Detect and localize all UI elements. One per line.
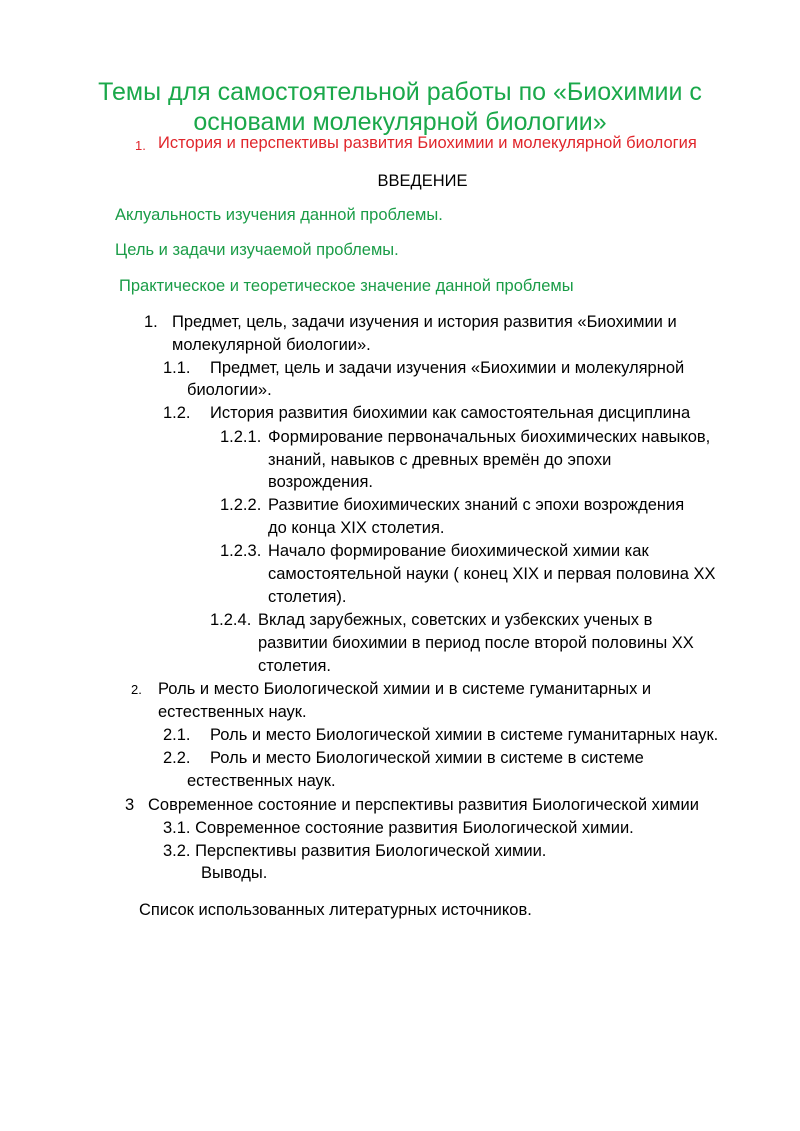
intro-item-goals: Цель и задачи изучаемой проблемы. <box>115 241 399 259</box>
introduction-heading: ВВЕДЕНИЕ <box>377 172 468 190</box>
section-2-2-number: 2.2. <box>163 749 191 767</box>
intro-item-significance: Практическое и теоретическое значение данной проблемы <box>119 277 574 295</box>
topic-title: История и перспективы развития Биохимии и молекулярной биология <box>158 134 697 152</box>
section-1-2-3-line-2: самостоятельной науки ( конец XIX и первая половина XX <box>268 565 716 583</box>
section-1-2-line-1: История развития биохимии как самостоятельная дисциплина <box>210 404 691 422</box>
section-1-2-3-number: 1.2.3. <box>220 542 262 560</box>
section-1-line-2: молекулярной биологии». <box>172 336 371 354</box>
section-2-2-line-2: естественных наук. <box>187 772 336 790</box>
section-3-number: 3 <box>125 796 135 814</box>
references: Список использованных литературных источников. <box>139 901 532 919</box>
section-1-2-4-number: 1.2.4. <box>210 611 252 629</box>
section-1-1-number: 1.1. <box>163 359 191 377</box>
section-3-line-1: Современное состояние и перспективы развития Биологической химии <box>148 796 699 814</box>
section-2-2-line-1: Роль и место Биологической химии в системе в системе <box>210 749 644 767</box>
section-2-1-number: 2.1. <box>163 726 191 744</box>
section-1-2-4-line-2: развитии биохимии в период после второй половины XX <box>258 634 694 652</box>
section-1-2-3-line-1: Начало формирование биохимической химии как <box>268 542 649 560</box>
section-2-1-line-1: Роль и место Биологической химии в системе гуманитарных наук. <box>210 726 719 744</box>
section-3-1: 3.1. Современное состояние развития Биологической химии. <box>163 819 634 837</box>
section-1-number: 1. <box>144 313 158 331</box>
section-1-2-2-line-2: до конца XIX столетия. <box>268 519 445 537</box>
section-3-2: 3.2. Перспективы развития Биологической химии. <box>163 842 547 860</box>
section-2-number: 2. <box>131 682 142 697</box>
section-1-2-number: 1.2. <box>163 404 191 422</box>
section-1-2-2-number: 1.2.2. <box>220 496 262 514</box>
section-1-2-1-line-2: знаний, навыков с древных времён до эпохи <box>268 451 612 469</box>
document-title-line-2: основами молекулярной биологии» <box>193 108 607 136</box>
section-1-line-1: Предмет, цель, задачи изучения и история развития «Биохимии и <box>172 313 677 331</box>
section-1-2-3-line-3: столетия). <box>268 588 347 606</box>
section-1-2-1-line-3: возрождения. <box>268 473 373 491</box>
section-1-2-4-line-3: столетия. <box>258 657 331 675</box>
section-2-line-2: естественных наук. <box>158 703 307 721</box>
section-1-2-2-line-1: Развитие биохимических знаний с эпохи возрождения <box>268 496 685 514</box>
section-2-line-1: Роль и место Биологической химии и в системе гуманитарных и <box>158 680 652 698</box>
intro-item-relevance: Аклуальность изучения данной проблемы. <box>115 206 443 224</box>
section-1-1-line-1: Предмет, цель и задачи изучения «Биохимии и молекулярной <box>210 359 685 377</box>
section-1-2-1-line-1: Формирование первоначальных биохимических навыков, <box>268 428 711 446</box>
document-title-line-1: Темы для самостоятельной работы по «Биохимии с <box>98 78 702 106</box>
section-1-2-4-line-1: Вклад зарубежных, советских и узбекских ученых в <box>258 611 653 629</box>
topic-number: 1. <box>135 138 146 153</box>
section-1-1-line-2: биологии». <box>187 381 272 399</box>
section-1-2-1-number: 1.2.1. <box>220 428 262 446</box>
conclusions: Выводы. <box>201 864 268 882</box>
